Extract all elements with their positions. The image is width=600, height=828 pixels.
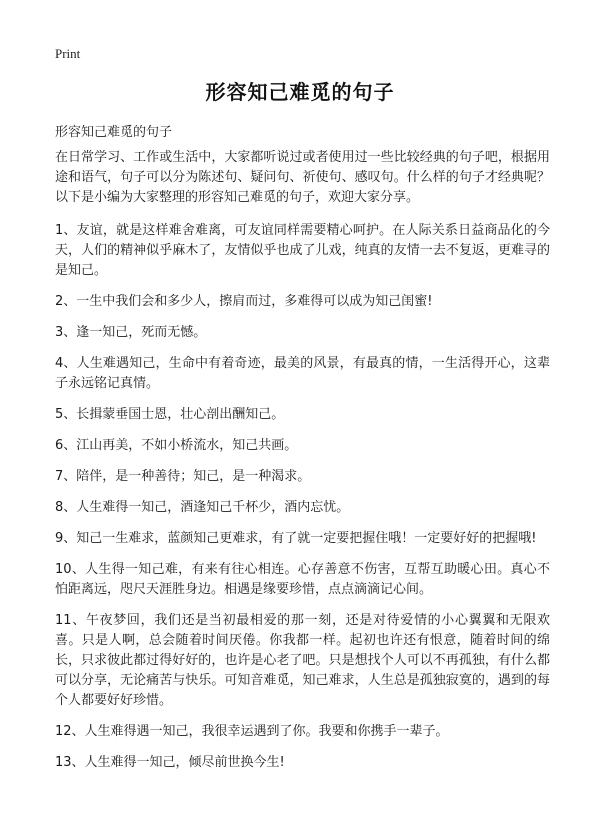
list-item: 8、人生难得一知己，酒逢知己千杯少，酒内忘忧。 <box>55 500 350 515</box>
list-item: 11、午夜梦回，我们还是当初最相爱的那一刻，还是对待爱情的小心翼翼和无限欢喜。只是人啊，总会随着时间厌倦。你我都一样。起初也许还有恨意，随着时间的绵长，只求彼此都过得好好的，也许是心老了吧。只是想找个人可以不再孤独，有什么都可以分享，无论痛苦与快乐。可知音难觅，知己难求，人生总是孤独寂寞的，遇到的每个人都要好好珍惜。 <box>55 613 550 708</box>
list-item: 9、知己一生难求，蓝颜知己更难求，有了就一定要把握住哦！一定要好好的把握哦! <box>55 531 537 546</box>
print-label: Print <box>55 46 81 61</box>
document-body <box>55 148 550 784</box>
list-item: 6、江山再美，不如小桥流水，知己共画。 <box>55 438 298 453</box>
list-item: 2、一生中我们会和多少人，擦肩而过，多难得可以成为知己闺蜜! <box>55 294 433 309</box>
list-item: 10、人生得一知己难，有来有往心相连。心存善意不伤害，互帮互助暖心田。真心不怕距离远，咫尺天涯胜身边。相遇是缘要珍惜，点点滴滴记心间。 <box>55 562 550 597</box>
list-item: 3、逢一知己，死而无憾。 <box>55 325 207 340</box>
list-item: 4、人生难遇知己，生命中有着奇迹，最美的风景，有最真的情，一生活得开心，这辈子永远铭记真情。 <box>55 356 550 391</box>
page-title: 形容知己难觅的句子 <box>205 80 395 104</box>
intro-paragraph: 在日常学习、工作或生活中，大家都听说过或者使用过一些比较经典的句子吧，根据用途和语气，句子可以分为陈述句、疑问句、祈使句、感叹句。什么样的句子才经典呢？以下是小编为大家整理的形容知己难觅的句子，欢迎大家分享。 <box>55 150 550 205</box>
list-item: 5、长揖蒙垂国士恩，壮心剖出酬知己。 <box>55 407 285 422</box>
list-item: 12、人生难得遇一知己，我很幸运遇到了你。我要和你携手一辈子。 <box>55 724 449 739</box>
list-item: 1、友谊，就是这样难舍难离，可友谊同样需要精心呵护。在人际关系日益商品化的今天，人们的精神似乎麻木了，友情似乎也成了儿戏，纯真的友情一去不复返，更难寻的是知己。 <box>55 223 550 278</box>
list-item: 13、人生难得一知己，倾尽前世换今生! <box>55 755 285 770</box>
list-item: 7、陪伴，是一种善待；知己，是一种渴求。 <box>55 469 311 484</box>
document-subtitle: 形容知己难觅的句子 <box>55 125 173 140</box>
